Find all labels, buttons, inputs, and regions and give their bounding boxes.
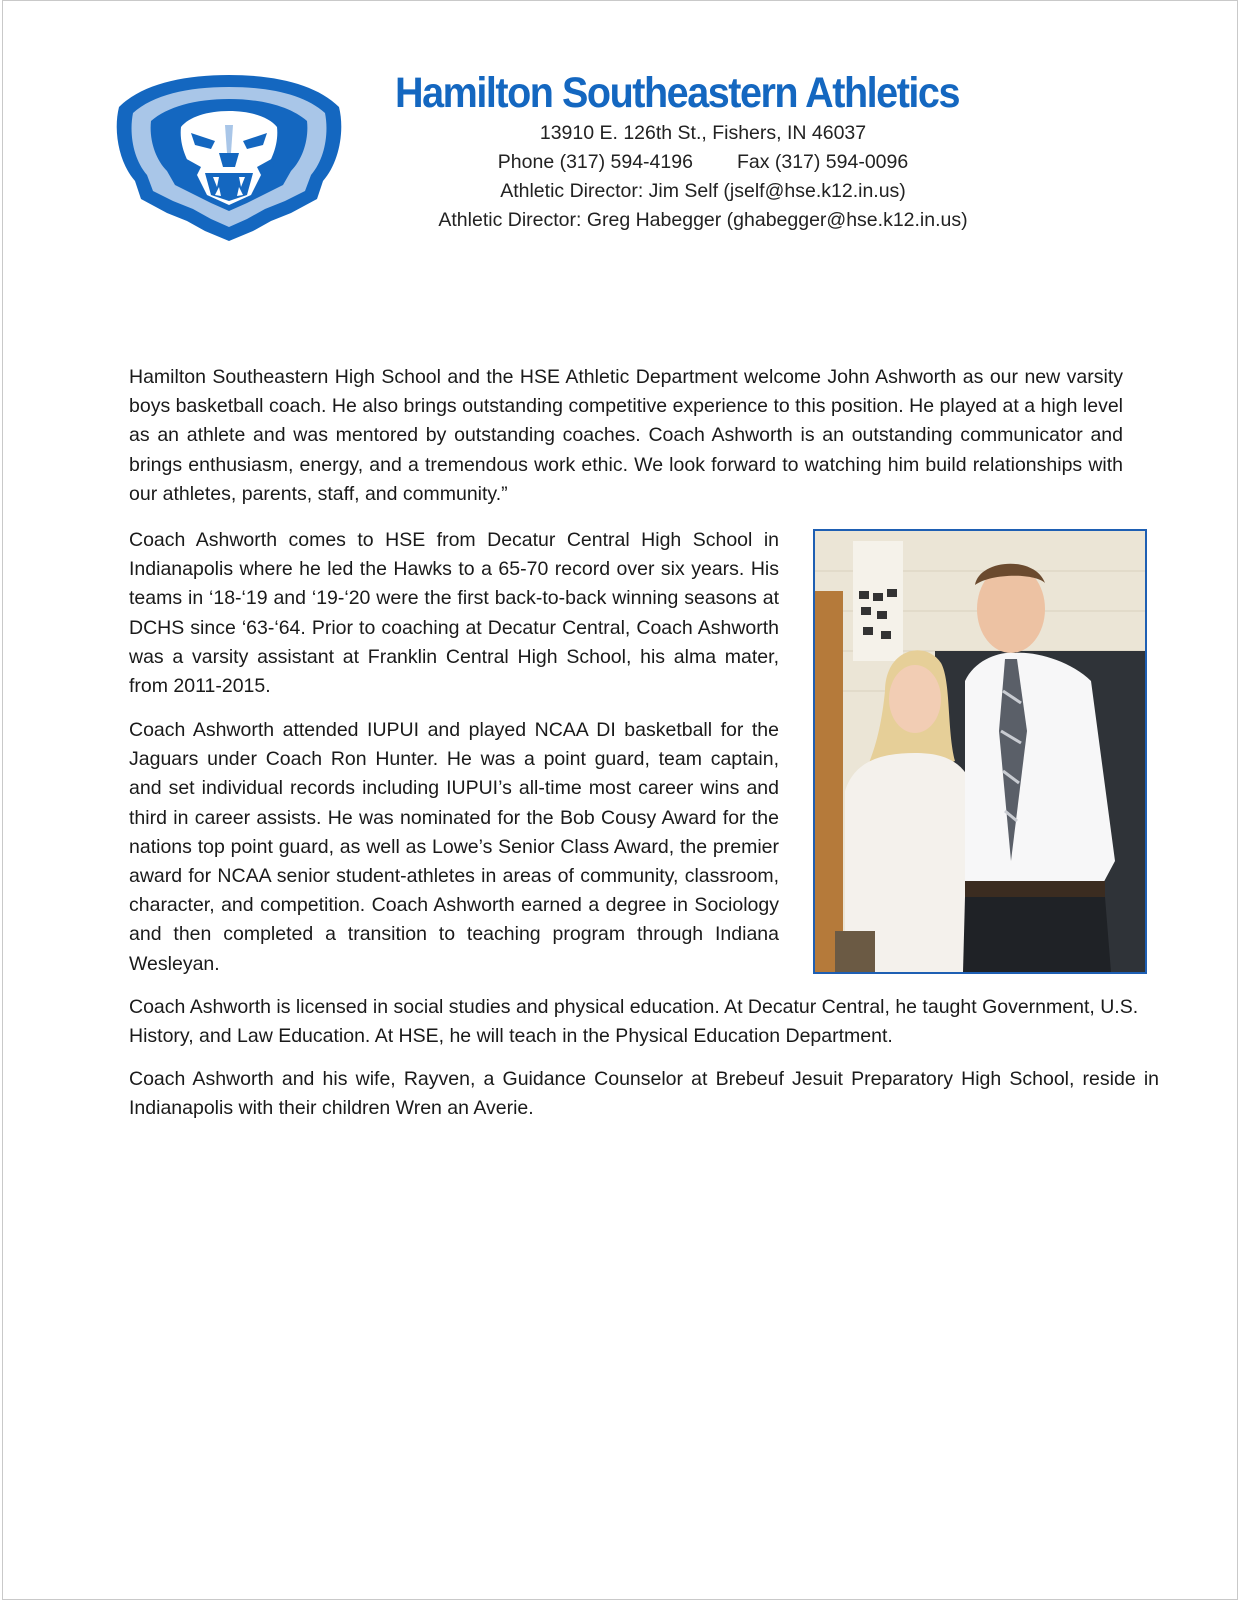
photo-coach-and-wife xyxy=(813,529,1147,974)
intro-paragraph: Hamilton Southeastern High School and the HSE Athletic Department welcome John Ashworth as our new varsity boys basketball coach. He also brings outstanding competitive experience to this position. He played at a high level as an athlete and was mentored by outstanding coaches. Coach Ashworth is an outstanding communicator and brings enthusiasm, energy, and a tremendous work ethic. We look forward to watching him build relationships with our athletes, parents, staff, and community.” xyxy=(129,366,1123,505)
address-line: 13910 E. 126th St., Fishers, IN 46037 xyxy=(539,122,867,144)
family-paragraph: Coach Ashworth and his wife, Rayven, a Guidance Counselor at Brebeuf Jesuit Preparatory High School, reside in Indianapolis with their children Wren an Averie. xyxy=(129,1068,1159,1120)
athletic-director-1: Athletic Director: Jim Self (jself@hse.k12.in.us) xyxy=(500,180,906,202)
teaching-paragraph: Coach Ashworth is licensed in social studies and physical education. At Decatur Central, he taught Government, U.S. History, and Law Education. At HSE, he will teach in the Physical Education Department. xyxy=(129,996,1139,1048)
phone-number: Phone (317) 594-4196 xyxy=(497,151,693,173)
phone-fax-line xyxy=(383,148,1023,177)
athletic-director-2: Athletic Director: Greg Habegger (ghabegger@hse.k12.in.us) xyxy=(438,209,968,231)
royal-lion-head-icon xyxy=(111,71,347,243)
playing-career-paragraph: Coach Ashworth attended IUPUI and played NCAA DI basketball for the Jaguars under Coach Ron Hunter. He was a point guard, team captain, and set individual records including IUPUI’s all-time most career wins and third in career assists. He was nominated for the Bob Cousy Award for the nations top point guard, as well as Lowe’s Senior Class Award, the premier award for NCAA senior student-athletes in areas of community, classroom, character, and competition. Coach Ashworth earned a degree in Sociology and then completed a transition to teaching program through Indiana Wesleyan. xyxy=(129,719,779,975)
contact-block xyxy=(383,119,1023,235)
page-title: Hamilton Southeastern Athletics xyxy=(395,69,959,117)
background-paragraph: Coach Ashworth comes to HSE from Decatur Central High School in Indianapolis where he led the Hawks to a 65-70 record over six years. His teams in ‘18-‘19 and ‘19-‘20 were the first back-to-back winning seasons at DCHS since ‘63-‘64. Prior to coaching at Decatur Central, Coach Ashworth was a varsity assistant at Franklin Central High School, his alma mater, from 2011-2015. xyxy=(129,529,779,698)
fax-number: Fax (317) 594-0096 xyxy=(736,151,909,173)
document-page xyxy=(2,0,1238,1600)
